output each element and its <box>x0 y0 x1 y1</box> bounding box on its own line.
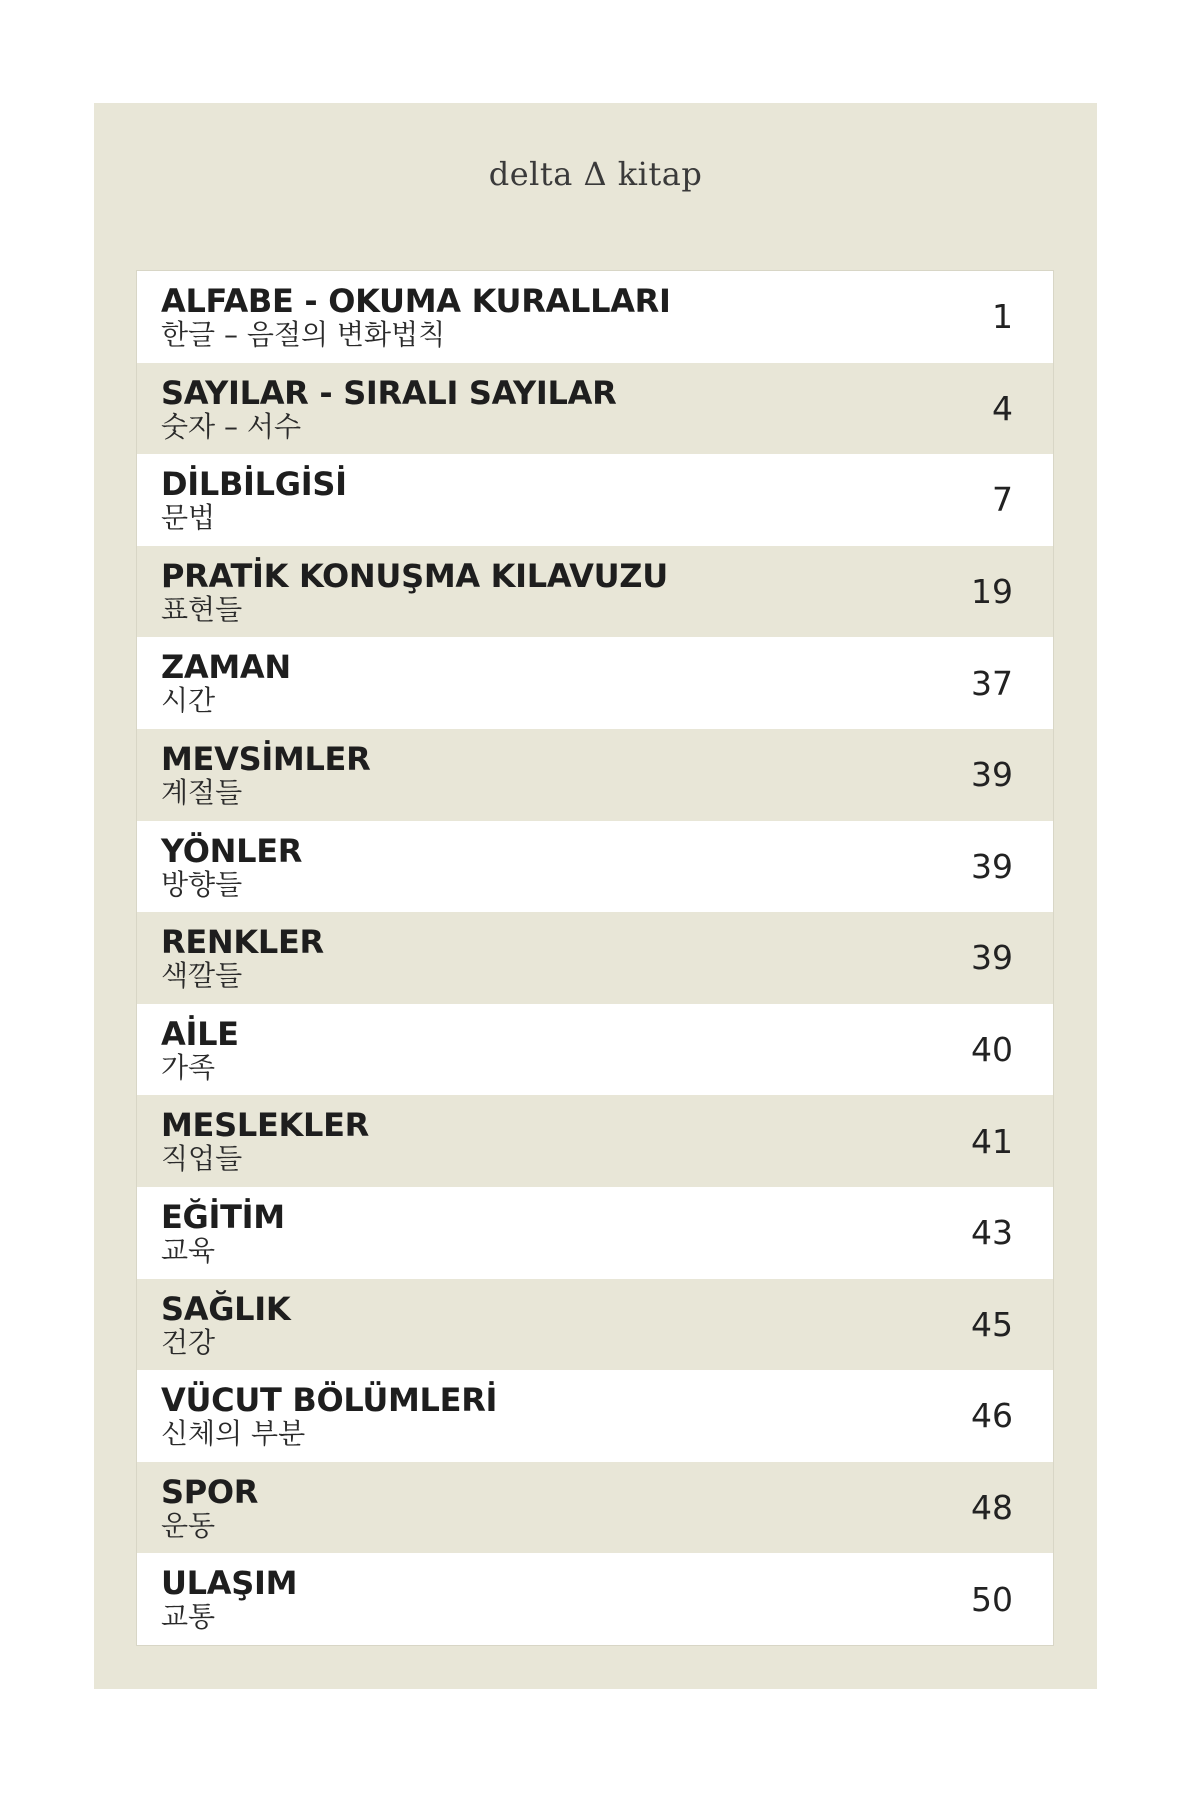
toc-row <box>137 729 1053 821</box>
toc-row <box>137 637 1053 729</box>
toc-entry-titles <box>161 833 921 901</box>
toc-row <box>137 454 1053 546</box>
toc-row <box>137 271 1053 363</box>
toc-entry-subtitle: 계절들 <box>161 775 243 809</box>
toc-page-number: 39 <box>971 938 1013 978</box>
book-page <box>94 103 1097 1689</box>
toc-entry-title: ALFABE - OKUMA KURALLARI <box>161 282 671 320</box>
toc-entry-subtitle: 방향들 <box>161 867 243 901</box>
toc-entry-subtitle: 한글 – 음절의 변화법칙 <box>161 318 446 351</box>
toc-page-number: 7 <box>992 480 1013 520</box>
toc-page-number: 39 <box>971 846 1013 886</box>
toc-entry-subtitle: 직업들 <box>161 1142 243 1176</box>
toc-entry-titles <box>161 466 921 534</box>
toc-page-number: 4 <box>992 388 1013 428</box>
toc-entry-subtitle: 교통 <box>161 1600 216 1634</box>
toc-entry-subtitle: 건강 <box>161 1325 216 1359</box>
toc-entry-title: SPOR <box>161 1472 259 1511</box>
toc-entry-titles <box>161 1474 921 1542</box>
toc-entry-title: ZAMAN <box>161 648 291 687</box>
toc-row <box>137 1004 1053 1096</box>
toc-row <box>137 1462 1053 1554</box>
toc-row <box>137 363 1053 455</box>
toc-entry-title: MEVSİMLER <box>161 739 371 778</box>
toc-entry-title: MESLEKLER <box>161 1106 369 1145</box>
toc-entry-titles <box>161 649 921 717</box>
toc-entry-subtitle: 색깔들 <box>161 959 243 993</box>
toc-page-number: 43 <box>971 1213 1013 1253</box>
toc-entry-titles <box>161 1565 921 1633</box>
toc-entry-subtitle: 운동 <box>161 1508 216 1542</box>
toc-entry-title: VÜCUT BÖLÜMLERİ <box>161 1381 498 1420</box>
toc-row <box>137 1553 1053 1645</box>
toc-row <box>137 1187 1053 1279</box>
toc-entry-subtitle: 숫자 – 서수 <box>161 409 301 443</box>
toc-entry-titles <box>161 924 921 992</box>
toc-page-number: 39 <box>971 755 1013 795</box>
toc-entry-titles <box>161 375 921 443</box>
toc-entry-titles <box>161 283 921 351</box>
toc-entry-title: DİLBİLGİSİ <box>161 465 347 504</box>
toc-entry-subtitle: 가족 <box>161 1050 216 1084</box>
toc-page-number: 45 <box>971 1304 1013 1344</box>
toc-row <box>137 912 1053 1004</box>
toc-entry-subtitle: 시간 <box>161 684 216 718</box>
toc-entry-title: YÖNLER <box>161 831 303 870</box>
toc-page-number: 50 <box>971 1579 1013 1619</box>
toc-entry-titles <box>161 1107 921 1175</box>
toc-page-number: 46 <box>971 1396 1013 1436</box>
toc-entry-title: EĞİTİM <box>161 1197 285 1236</box>
toc-entry-titles <box>161 1382 921 1450</box>
toc-page-number: 41 <box>971 1121 1013 1161</box>
toc-page-number: 19 <box>971 572 1013 612</box>
toc-entry-title: SAYILAR - SIRALI SAYILAR <box>161 373 617 412</box>
toc-entry-subtitle: 표현들 <box>161 592 243 626</box>
toc-row <box>137 546 1053 638</box>
toc-row <box>137 1279 1053 1371</box>
toc-entry-subtitle: 신체의 부분 <box>161 1417 306 1451</box>
toc-row <box>137 821 1053 913</box>
publisher-logo-text: delta Δ kitap <box>488 155 703 193</box>
toc-entry-title: SAĞLIK <box>161 1289 291 1328</box>
toc-entry-title: AİLE <box>161 1014 239 1053</box>
toc-entry-subtitle: 교육 <box>161 1233 216 1267</box>
toc-entry-titles <box>161 1016 921 1084</box>
toc-page-number: 40 <box>971 1030 1013 1070</box>
toc-entry-title: PRATİK KONUŞMA KILAVUZU <box>161 556 668 595</box>
toc-entry-titles <box>161 741 921 809</box>
toc-entry-title: ULAŞIM <box>161 1564 298 1603</box>
toc-page-number: 37 <box>971 663 1013 703</box>
toc-entry-subtitle: 문법 <box>161 501 216 535</box>
toc-entry-titles <box>161 1291 921 1359</box>
toc-entry-titles <box>161 558 921 626</box>
toc-row <box>137 1095 1053 1187</box>
toc-row <box>137 1370 1053 1462</box>
toc-page-number: 48 <box>971 1488 1013 1528</box>
toc-entry-titles <box>161 1199 921 1267</box>
toc-entry-title: RENKLER <box>161 923 324 962</box>
toc-page-number: 1 <box>992 297 1013 337</box>
table-of-contents <box>136 270 1054 1646</box>
